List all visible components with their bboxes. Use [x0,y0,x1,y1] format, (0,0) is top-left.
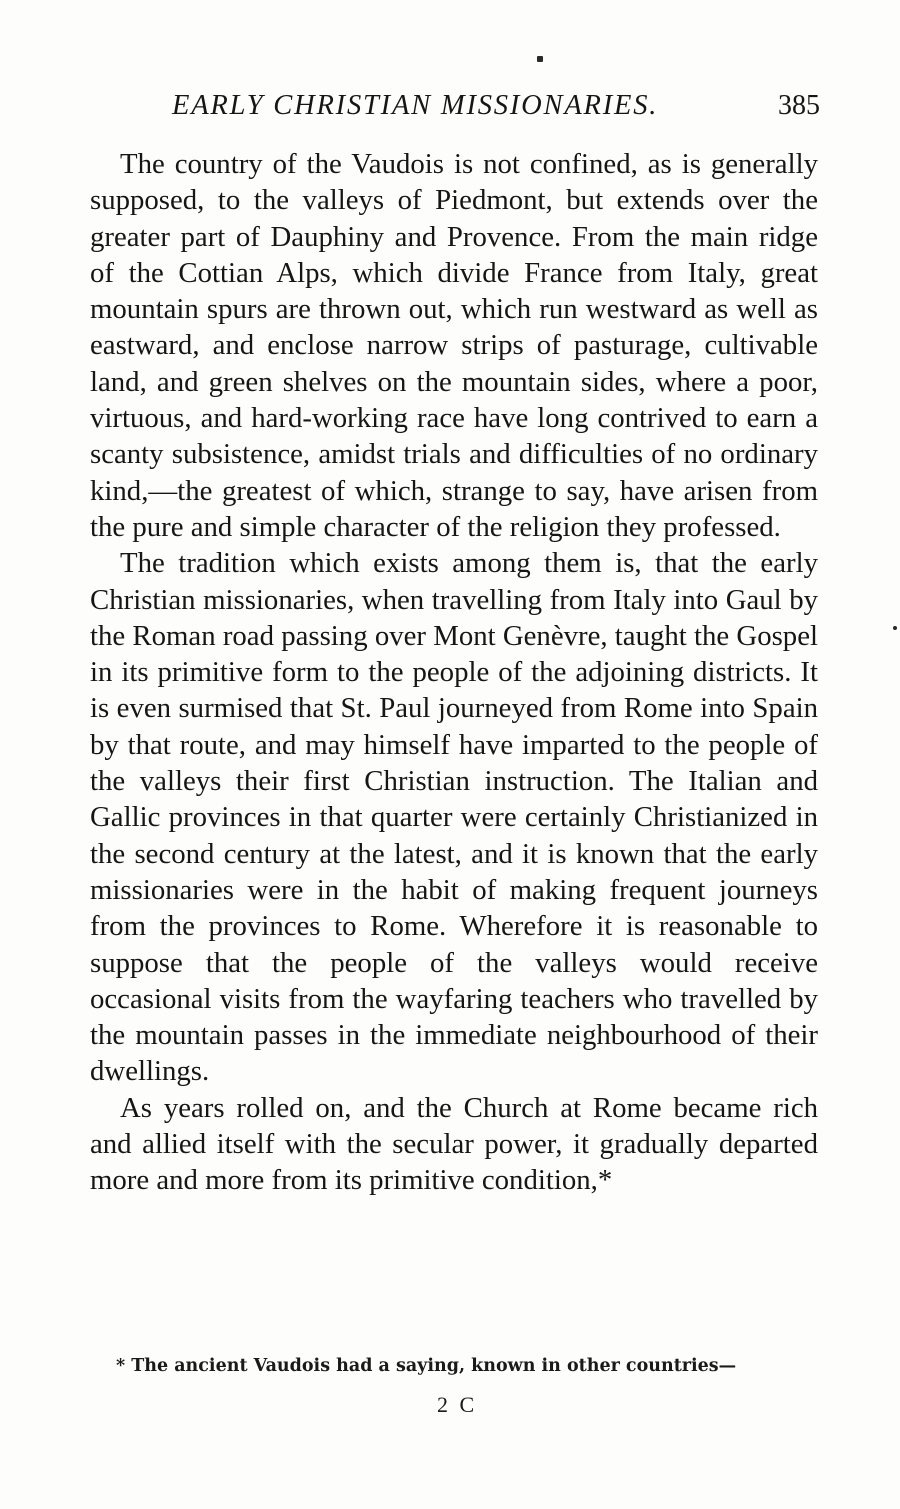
signature-mark: 2 C [437,1392,478,1417]
paragraph-tradition: The tradition which exists among them is, that the early Christian missionaries, when travelling from Italy into Gaul by the Roman road passing over Mont Genèvre, taught the Gospel in its primitive form to the people of the adjoining districts. It is even surmised that St. Paul journeyed from Rome into Spain by that route, and may himself have imparted to the people of the valleys their first Christian instruction. The Italian and Gallic provinces in that quarter were certainly Christianized in the second century at the latest, and it is known that the early missionaries were in the habit of making frequent journeys from the provinces to Rome. Wherefore it is reasonable to suppose that the people of the valleys would receive occasional visits from the wayfaring teachers who travelled by the mountain passes in the immediate neighbourhood of their dwellings. [90,547,818,1088]
footnote: * The ancient Vaudois had a saying, known in other countries— [116,1356,737,1376]
paragraph-vaudois-country: The country of the Vaudois is not confined, as is generally supposed, to the valleys of Piedmont, but extends over the greater part of Dauphiny and Provence. From the main ridge of the Cottian Alps, which divide France from Italy, great mountain spurs are thrown out, which run westward as well as eastward, and enclose narrow strips of pasturage, cultivable land, and green shelves on the mountain sides, where a poor, virtuous, and hard-working race have long contrived to earn a scanty subsistence, amidst trials and difficulties of no ordinary kind,—the greatest of which, strange to say, have arisen from the pure and simple character of the religion they professed. [90,148,818,543]
print-speck-right [893,626,897,630]
paragraph-church-at-rome: As years rolled on, and the Church at Rome became rich and allied itself with the secular power, it gradually departed more and more from its primitive condition,* [90,1091,818,1197]
running-title: EARLY CHRISTIAN MISSIONARIES. [172,90,659,121]
body-text [90,146,818,1199]
page-number: 385 [778,90,820,121]
running-header [90,86,820,126]
print-speck-top [537,56,543,62]
